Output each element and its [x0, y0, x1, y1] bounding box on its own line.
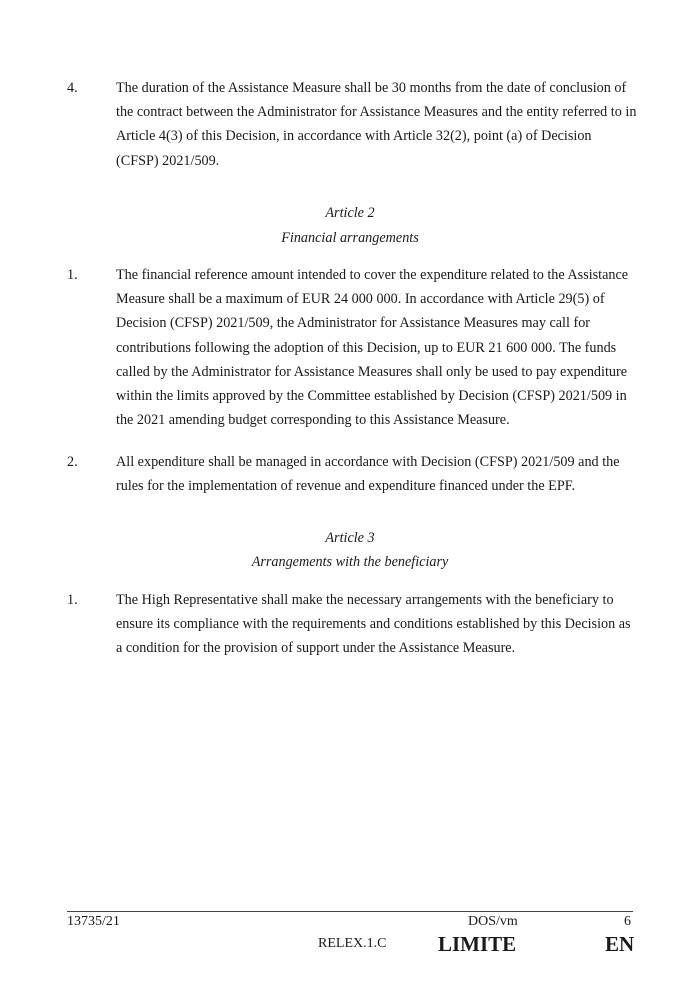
footer-language: EN	[605, 932, 635, 956]
paragraph-article3-1	[67, 588, 637, 661]
article-3-title: Article 3	[325, 530, 375, 546]
paragraph-number: 4.	[67, 80, 78, 96]
paragraph-text: The High Representative shall make the necessary arrangements with the beneficiary to ensure its compliance with the requirements and conditions established by this Decision as a condition for the provision of support under the Assistance Measure.	[116, 592, 631, 657]
footer-author-code: DOS/vm	[468, 914, 518, 929]
paragraph-number: 1.	[67, 267, 78, 283]
paragraph-text: All expenditure shall be managed in accordance with Decision (CFSP) 2021/509 and the rules for the implementation of revenue and expenditure financed under the EPF.	[116, 454, 620, 495]
footer-department: RELEX.1.C	[318, 936, 387, 951]
article-3-subtitle: Arrangements with the beneficiary	[251, 554, 449, 570]
paragraph-text: The financial reference amount intended to cover the expenditure related to the Assistance Measure shall be a maximum of EUR 24 000 000. In accordance with Article 29(5) of Decision (CFSP) 2021/509, the Administrator for Assistance Measures may call for contributions following the adoption of this Decision, up to EUR 21 600 000. The funds called by the Administrator for Assistance Measures shall only be used to pay expenditure within the limits approved by the Committee established by Decision (CFSP) 2021/509 in the 2021 amending budget corresponding to this Assistance Measure.	[116, 267, 629, 429]
article-2-title: Article 2	[325, 205, 375, 221]
paragraph-text: The duration of the Assistance Measure shall be 30 months from the date of conclusion of the contract between the Administrator for Assistance Measures and the entity referred to in Article 4(3) of this Decision, in accordance with Article 32(2), point (a) of Decision (CFSP) 2021/509.	[116, 80, 637, 169]
paragraph-article1-4	[67, 76, 637, 173]
article-2-subtitle: Financial arrangements	[281, 230, 419, 246]
paragraph-number: 2.	[67, 454, 78, 470]
paragraph-article2-1	[67, 263, 637, 432]
footer-classification: LIMITE	[438, 932, 517, 956]
paragraph-article2-2	[67, 450, 637, 498]
footer-doc-number: 13735/21	[67, 914, 120, 929]
footer-page-number: 6	[624, 914, 631, 929]
footer-divider	[67, 911, 633, 912]
paragraph-number: 1.	[67, 592, 78, 608]
